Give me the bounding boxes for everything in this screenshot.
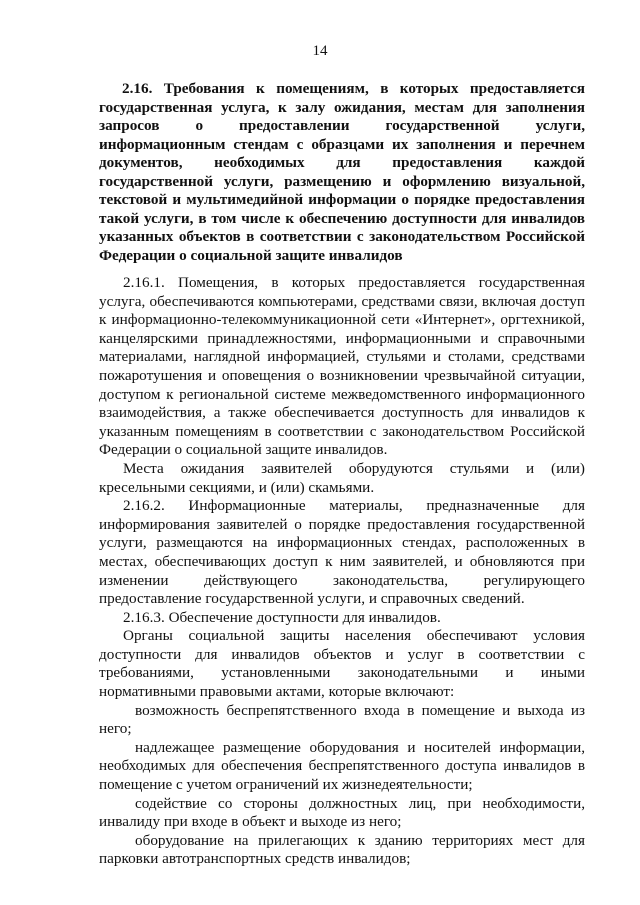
section-body	[99, 274, 585, 869]
paragraph-2-16-1: 2.16.1. Помещения, в которых предоставляется государственная услуга, обеспечиваются компьютерами, средствами связи, включая доступ к информационно-телекоммуникационной сети «Интернет», оргтехникой, канцелярскими принадлежностями, информационными и справочными материалами, наглядной информацией, стульями и столами, средствами пожаротушения и оповещения о возникновении чрезвычайной ситуации, доступом к региональной системе межведомственного информационного взаимодействия, а также обеспечивается доступность для инвалидов к указанным помещениям в соответствии с законодательством Российской Федерации о социальной защите инвалидов.	[99, 274, 585, 459]
section-heading: 2.16. Требования к помещениям, в которых предоставляется государственная услуга, к залу ожидания, местам для заполнения запросов о предоставлении государственной услуги, информационным стендам с образцами их заполнения и перечнем документов, необходимых для предоставления каждой государственной услуги, размещению и оформлению визуальной, текстовой и мультимедийной информации о порядке предоставления такой услуги, в том числе к обеспечению доступности для инвалидов указанных объектов в соответствии с законодательством Российской Федерации о социальной защите инвалидов	[99, 80, 585, 264]
paragraph-organs-conditions: Органы социальной защиты населения обеспечивают условия доступности для инвалидов объектов и услуг в соответствии с требованиями, установленными законодательными и иными нормативными правовыми актами, которые включают:	[99, 627, 585, 701]
list-item: содействие со стороны должностных лиц, при необходимости, инвалиду при входе в объект и выходе из него;	[99, 794, 585, 831]
page-number: 14	[312, 43, 328, 59]
list-item: оборудование на прилегающих к зданию территориях мест для парковки автотранспортных средств инвалидов;	[99, 831, 585, 868]
list-item: возможность беспрепятственного входа в помещение и выхода из него;	[99, 701, 585, 738]
paragraph-waiting-places: Места ожидания заявителей оборудуются стульями и (или) кресельными секциями, и (или) скамьями.	[99, 459, 585, 496]
list-item: надлежащее размещение оборудования и носителей информации, необходимых для обеспечения беспрепятственного доступа инвалидов в помещение с учетом ограничений их жизнедеятельности;	[99, 738, 585, 794]
paragraph-2-16-3: 2.16.3. Обеспечение доступности для инвалидов.	[123, 608, 441, 626]
paragraph-2-16-2: 2.16.2. Информационные материалы, предназначенные для информирования заявителей о порядке предоставления государственной услуги, размещаются на информационных стендах, расположенных в местах, обеспечивающих доступ к ним заявителей, и обновляются при изменении действующего законодательства, регулирующего предоставление государственной услуги, и справочных сведений.	[99, 497, 585, 608]
